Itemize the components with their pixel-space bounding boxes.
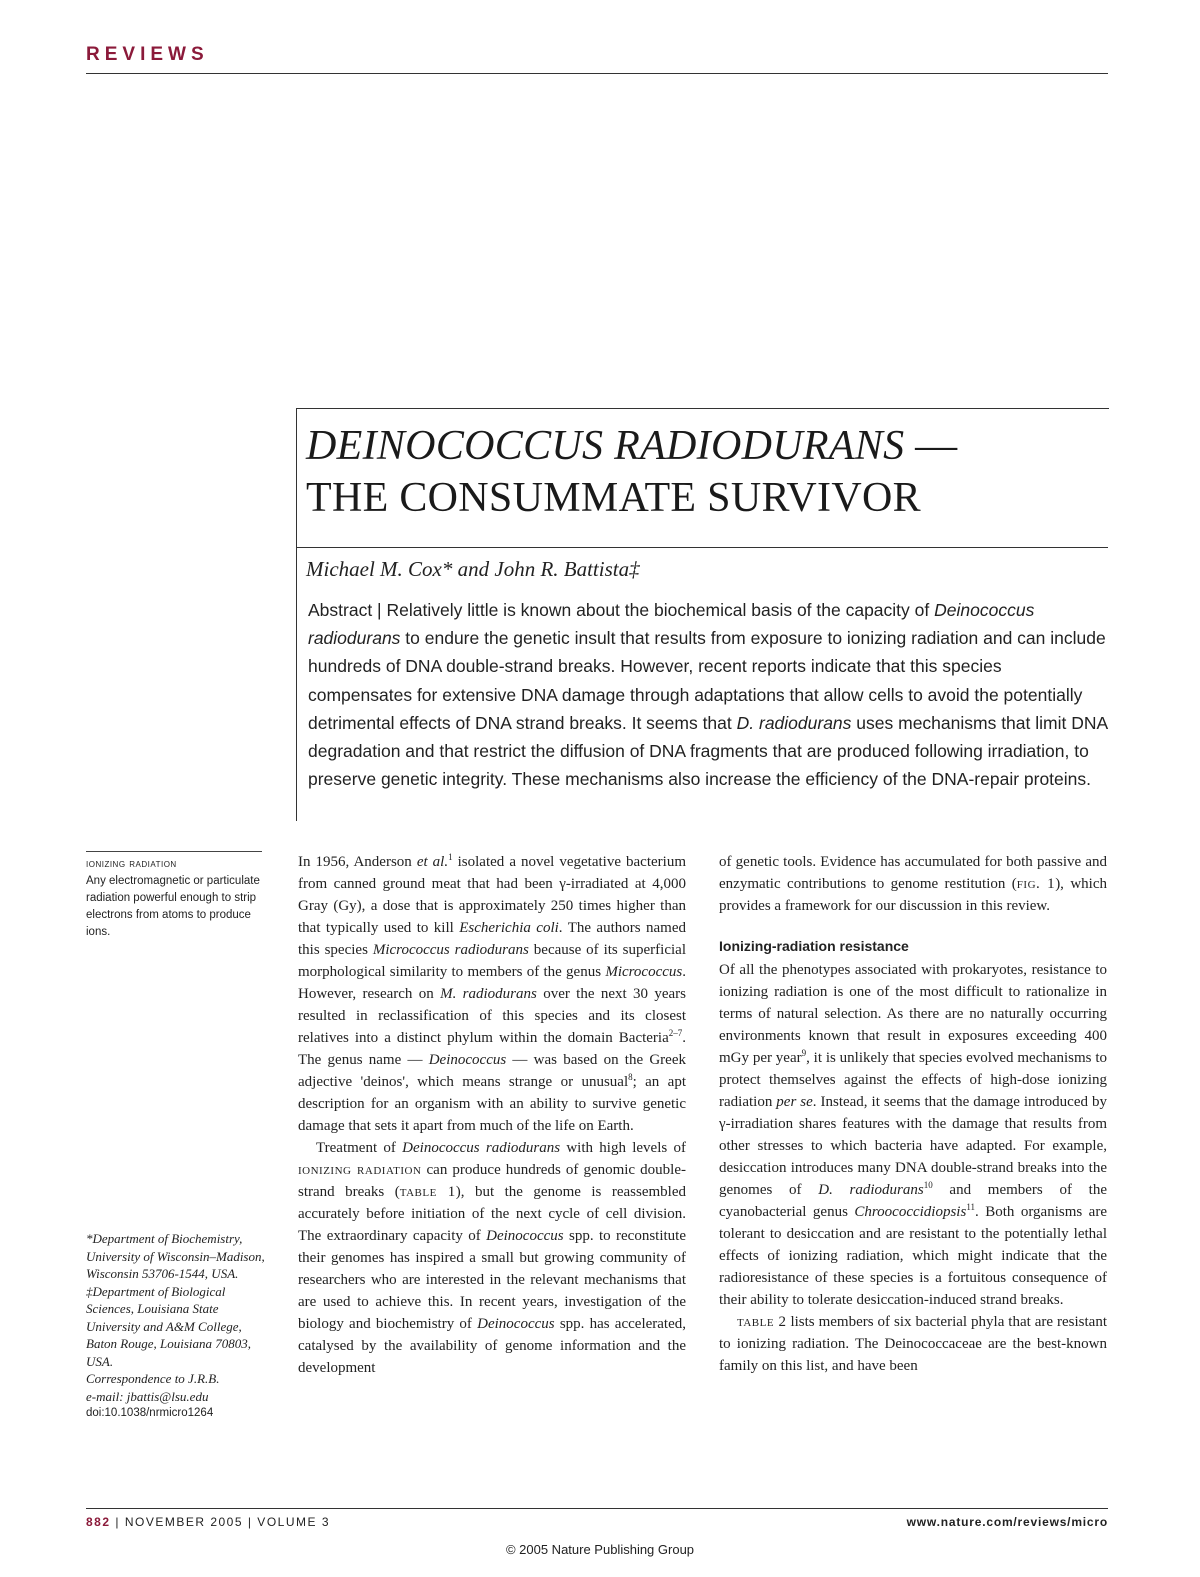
glossary-link[interactable]: ionizing radiation (298, 1162, 422, 1178)
paragraph: of genetic tools. Evidence has accumulated for both passive and enzymatic contributions to genome restitution (fig. 1), which provides a framework for our discussion in this review. (719, 854, 1107, 914)
abstract-species: Deinococcus radiodurans (308, 600, 1035, 649)
title-rule (296, 547, 1108, 548)
table-reference[interactable]: table 1 (399, 1184, 456, 1200)
authors: Michael M. Cox* and John R. Battista‡ (306, 557, 640, 581)
doi: doi:10.1038/nrmicro1264 (86, 1407, 214, 1419)
abstract-text: to endure the genetic insult that results from exposure to ionizing radiation and can include hundreds of DNA double-strand breaks. However, recent reports indicate that this species compensates for extensive DNA damage through adaptations that allow cells to avoid the potentially detrimental effects of DNA strand breaks. It seems that (308, 628, 1106, 733)
glossary-rule (86, 851, 262, 852)
footer-rule (86, 1508, 1108, 1509)
correspondence: Correspondence to J.R.B. (86, 1371, 220, 1386)
abstract-text: Relatively little is known about the biochemical basis of the capacity of (386, 600, 935, 620)
article-title (306, 420, 1106, 524)
abstract-label: Abstract | (308, 600, 387, 620)
table-reference[interactable]: table 2 (737, 1314, 787, 1330)
glossary-definition: Any electromagnetic or particulate radiation powerful enough to strip electrons from atoms to produce ions. (86, 875, 260, 938)
affiliations (86, 1230, 266, 1423)
email: e-mail: jbattis@lsu.edu (86, 1388, 209, 1404)
glossary-box (86, 856, 262, 941)
footer-issue (86, 1515, 330, 1529)
paragraph: Treatment of Deinococcus radiodurans with high levels of ionizing radiation can produce hundreds of genomic double-strand breaks (table 1), but the genome is reassembled accurately before initiation of the next cycle of cell division. The extraordinary capacity of Deinococcus spp. to reconstitute their genomes has inspired a small but growing community of researchers who are interested in the relevant mechanisms that are used to achieve this. In recent years, investigation of the biology and biochemistry of Deinococcus spp. has accelerated, catalysed by the availability of genome information and the development (298, 1140, 687, 1376)
paragraph: Of all the phenotypes associated with prokaryotes, resistance to ionizing radiation is one of the most difficult to rationalize in terms of natural selection. As there are no naturally occurring environments known that result in exposures exceeding 400 mGy per year$^9$, it is unlikely that species evolved mechanisms to protect themselves against the effects of high-dose ionizing radiation per se. Instead, it seems that the damage introduced by γ-irradiation shares features with the damage that results from other stresses to which bacteria have adapted. For example, desiccation introduces many DNA double-strand breaks into the genomes of D. radiodurans$^{10}$ and members of the cyanobacterial genus Chroococcidiopsis$^{11}$. Both organisms are tolerant to desiccation and are resistant to the potentially lethal effects of ionizing radiation, which might indicate that the radioresistance of these species is a fortuitous consequence of their ability to tolerate desiccation-induced strand breaks. (719, 962, 1108, 1308)
title-species: DEINOCOCCUS RADIODURANS (306, 423, 905, 469)
page-number: 882 (86, 1515, 111, 1529)
section-label: REVIEWS (86, 44, 209, 65)
body-column-2 (719, 851, 1107, 1377)
issue-info: | NOVEMBER 2005 | VOLUME 3 (110, 1515, 330, 1529)
body-column-1 (298, 851, 686, 1379)
journal-url[interactable]: www.nature.com/reviews/micro (906, 1515, 1108, 1529)
paragraph: table 2 lists members of six bacterial phyla that are resistant to ionizing radiation. The Deinococcaceae are the best-known family on this list, and have been (719, 1314, 1107, 1374)
title-subtitle: THE CONSUMMATE SURVIVOR (306, 475, 921, 521)
copyright: © 2005 Nature Publishing Group (505, 1542, 695, 1557)
abstract-text: uses mechanisms that limit DNA degradation and that restrict the diffusion of DNA fragments that are produced following irradiation, to preserve genetic integrity. These mechanisms also increase the efficiency of the DNA-repair proteins. (308, 712, 1108, 790)
abstract-species: D. radiodurans (736, 712, 852, 733)
affiliation-1: *Department of Biochemistry, University of Wisconsin–Madison, Wisconsin 53706-1544, USA. (86, 1231, 265, 1281)
affiliation-2: ‡Department of Biological Sciences, Louisiana State University and A&M College, Baton Rouge, Louisiana 70803, USA. (86, 1283, 252, 1369)
abstract (308, 596, 1108, 793)
glossary-term: ionizing radiation (86, 858, 177, 870)
paragraph: In 1956, Anderson et al.$^1$ isolated a novel vegetative bacterium from canned ground meat that had been γ-irradiated at 4,000 Gray (Gy), a dose that is approximately 250 times higher than that typically used to kill Escherichia coli. The authors named this species Micrococcus radiodurans because of its superficial morphological similarity to members of the genus Micrococcus. However, research on M. radiodurans over the next 30 years resulted in reclassification of this species and its closest relatives into a distinct phylum within the domain Bacteria$^{2-7}$. The genus name — Deinococcus — was based on the Greek adjective 'deinos', which means strange or unusual$^8$; an apt description for an organism with an ability to survive genetic damage that sets it apart from much of the life on Earth. (298, 852, 686, 1134)
header-rule (86, 73, 1108, 74)
section-heading: Ionizing-radiation resistance (719, 938, 909, 954)
title-dash: — (904, 423, 958, 469)
figure-reference[interactable]: fig. 1 (1016, 876, 1056, 892)
